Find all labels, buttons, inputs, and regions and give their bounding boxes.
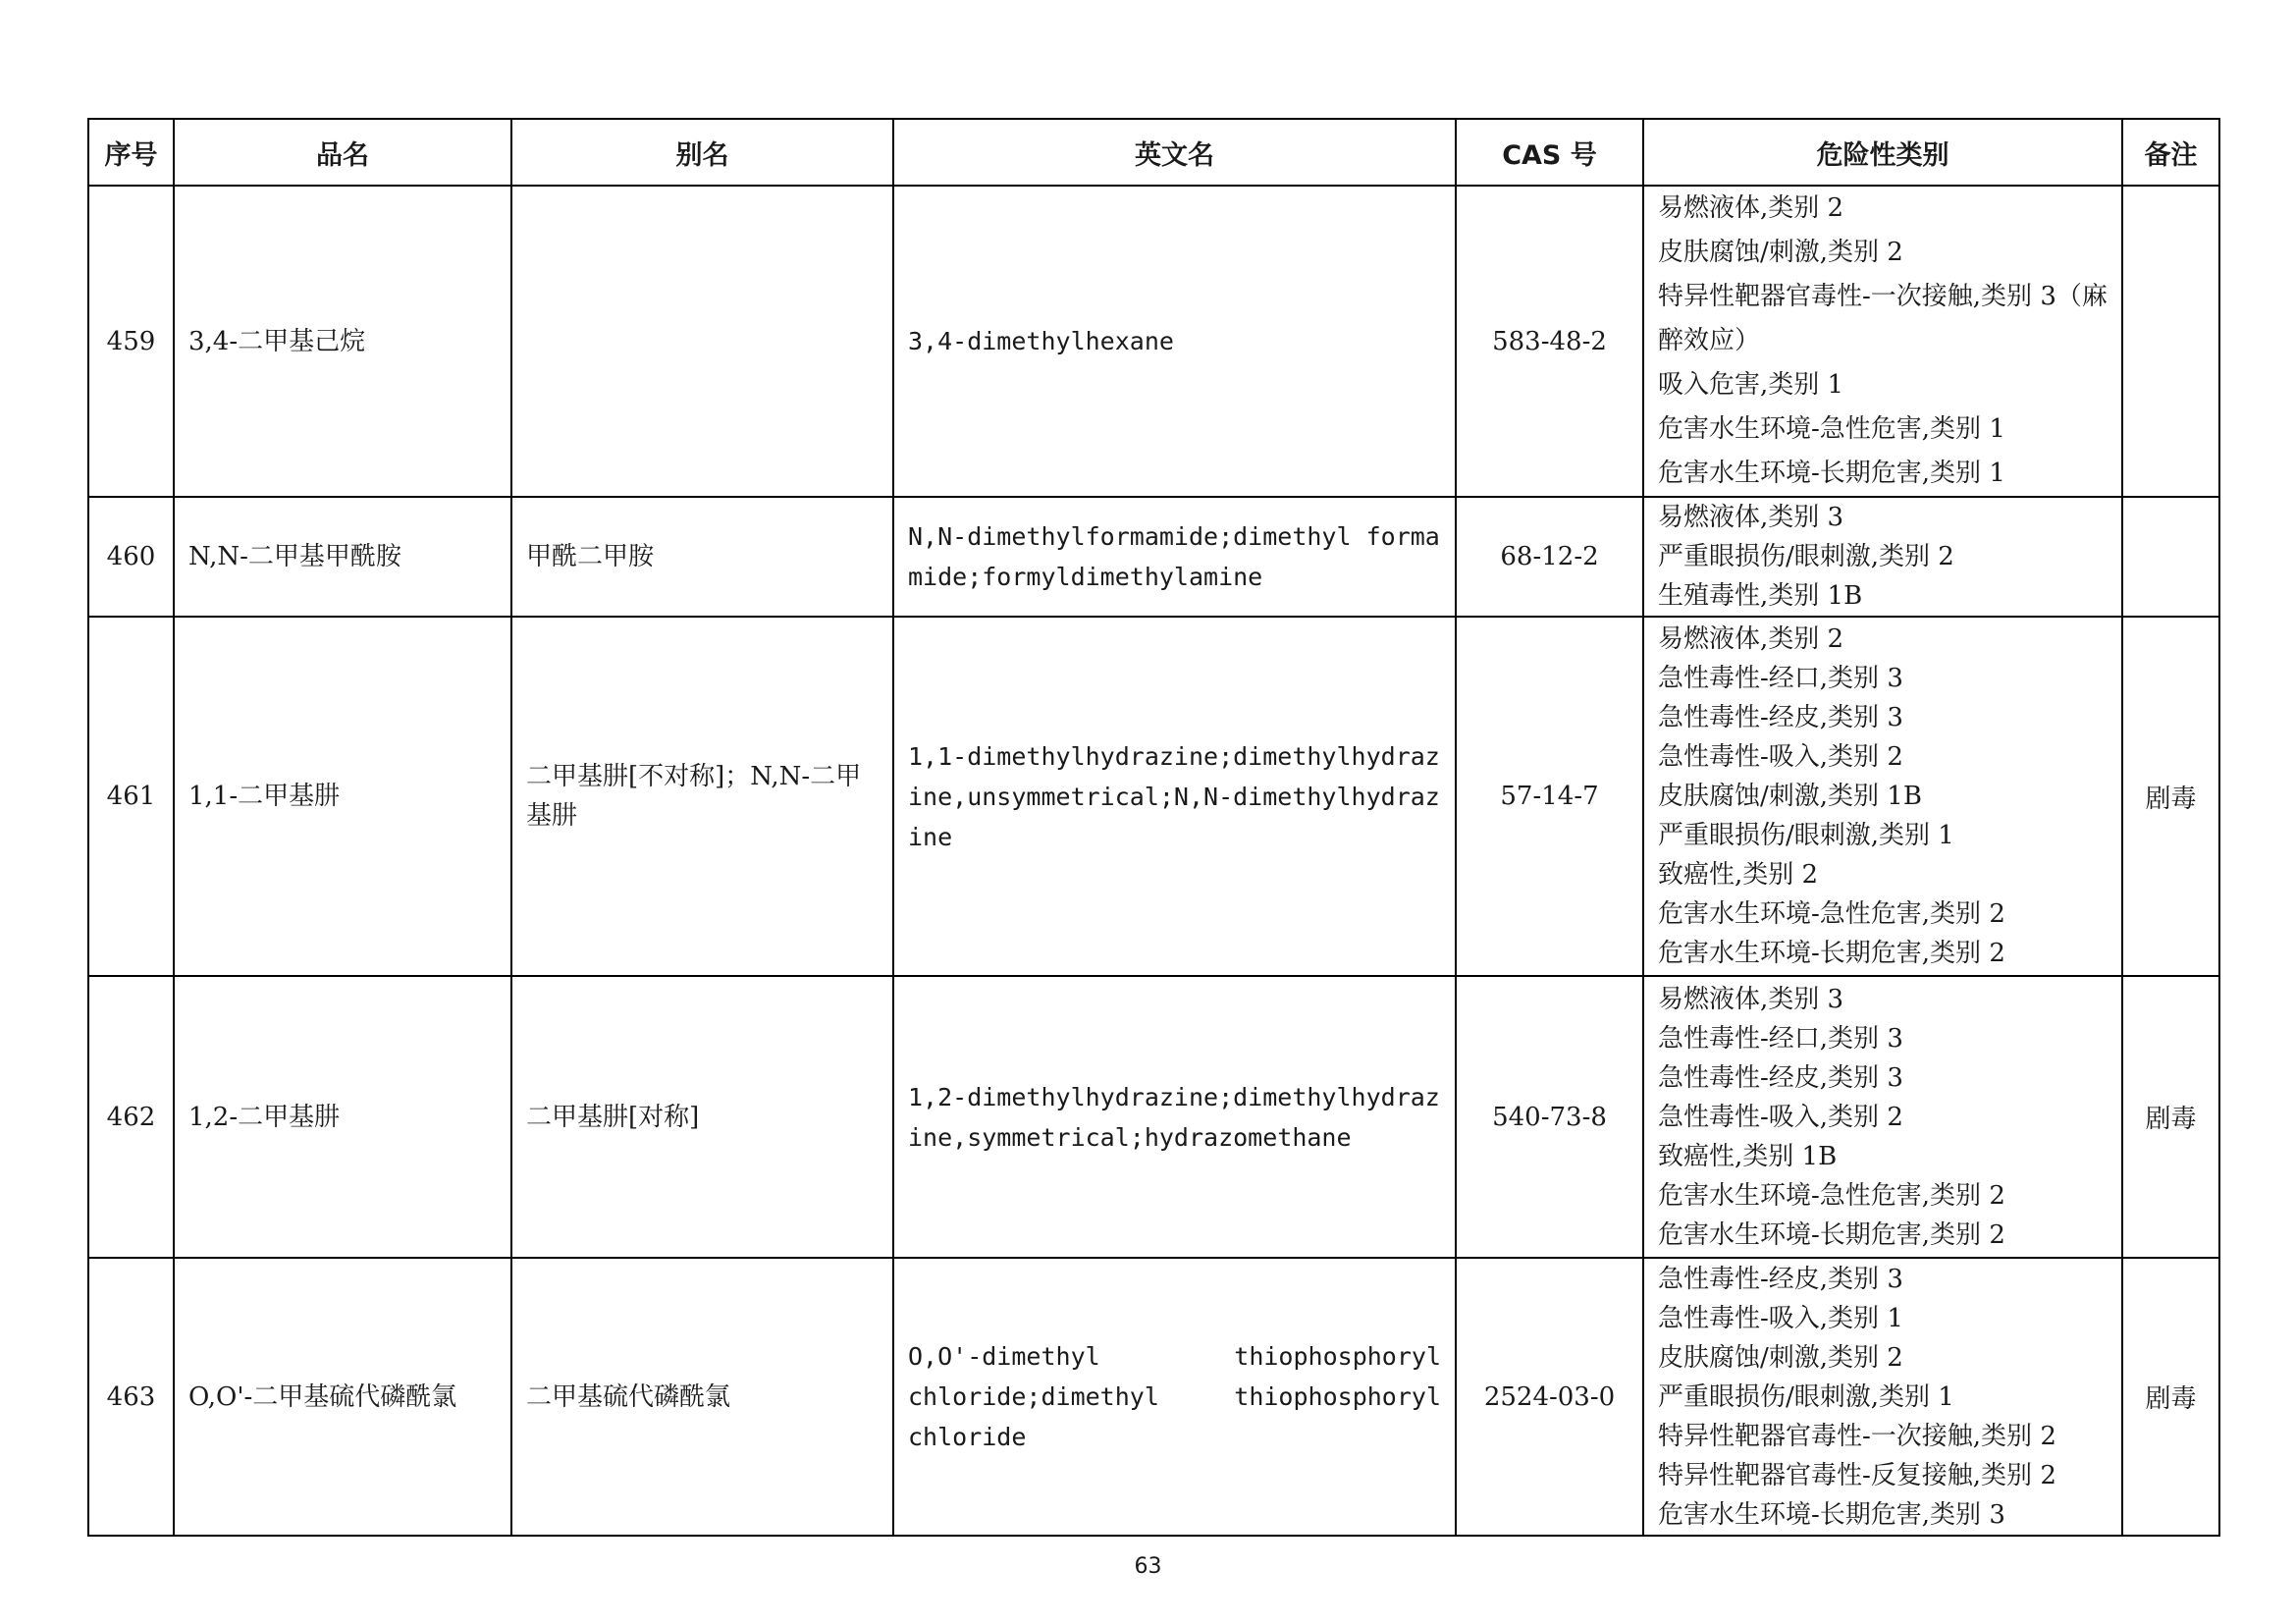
hazard-item: 危害水生环境-急性危害,类别 2 [1658, 1180, 2005, 1211]
header-note: 备注 [2122, 119, 2219, 186]
table-row [88, 186, 2219, 497]
hazard-item: 致癌性,类别 2 [1658, 860, 1819, 890]
hazard-item: 急性毒性-吸入,类别 1 [1658, 1303, 1903, 1333]
note [2122, 497, 2219, 617]
hazard-item: 危害水生环境-长期危害,类别 3 [1658, 1499, 2005, 1530]
row-number: 462 [88, 976, 174, 1258]
table-header-row [88, 119, 2219, 186]
page-number: 63 [1134, 1554, 1162, 1579]
table-row [88, 497, 2219, 617]
hazard-item: 易燃液体,类别 3 [1658, 503, 1844, 532]
note: 剧毒 [2122, 976, 2219, 1258]
hazard-item: 急性毒性-吸入,类别 2 [1658, 742, 1903, 772]
alias [511, 186, 893, 497]
cas-number: 540-73-8 [1456, 976, 1643, 1258]
cas-number: 2524-03-0 [1456, 1258, 1643, 1536]
product-name: 1,1-二甲基肼 [174, 617, 511, 976]
hazard-item: 急性毒性-经口,类别 3 [1658, 1023, 1903, 1054]
note: 剧毒 [2122, 617, 2219, 976]
hazard-list [1643, 186, 2122, 497]
hazard-item: 危害水生环境-长期危害,类别 1 [1658, 459, 2005, 488]
product-name: 1,2-二甲基肼 [174, 976, 511, 1258]
hazard-item: 特异性靶器官毒性-一次接触,类别 2 [1658, 1421, 2056, 1451]
product-name: O,O'-二甲基硫代磷酰氯 [174, 1258, 511, 1536]
english-name: 3,4-dimethylhexane [893, 186, 1456, 497]
table-row [88, 1258, 2219, 1536]
header-hazard: 危险性类别 [1643, 119, 2122, 186]
english-name: 1,1-dimethylhydrazine;dimethylhydrazine,unsymmetrical;N,N-dimethylhydrazine [893, 617, 1456, 976]
hazard-item: 严重眼损伤/眼刺激,类别 1 [1658, 1381, 1954, 1412]
hazard-list [1643, 497, 2122, 617]
hazard-item: 吸入危害,类别 1 [1658, 370, 1844, 400]
hazard-item: 急性毒性-经口,类别 3 [1658, 664, 1903, 693]
hazard-item: 致癌性,类别 1B [1658, 1141, 1838, 1171]
alias: 二甲基肼[不对称]；N,N-二甲基肼 [511, 617, 893, 976]
hazard-list [1643, 1258, 2122, 1536]
hazard-item: 严重眼损伤/眼刺激,类别 2 [1658, 542, 1954, 571]
hazard-item: 危害水生环境-急性危害,类别 2 [1658, 899, 2005, 929]
hazard-item: 急性毒性-经皮,类别 3 [1658, 1264, 1903, 1294]
header-name: 品名 [174, 119, 511, 186]
hazard-item: 危害水生环境-急性危害,类别 1 [1658, 414, 2005, 444]
alias: 二甲基硫代磷酰氯 [511, 1258, 893, 1536]
hazard-item: 易燃液体,类别 2 [1658, 624, 1844, 654]
alias: 甲酰二甲胺 [511, 497, 893, 617]
english-name: N,N-dimethylformamide;dimethyl formamide;formyldimethylamine [893, 497, 1456, 617]
row-number: 459 [88, 186, 174, 497]
hazard-list [1643, 976, 2122, 1258]
cas-number: 583-48-2 [1456, 186, 1643, 497]
hazard-item: 皮肤腐蚀/刺激,类别 1B [1658, 782, 1922, 811]
hazard-item: 严重眼损伤/眼刺激,类别 1 [1658, 821, 1954, 850]
row-number: 460 [88, 497, 174, 617]
alias: 二甲基肼[对称] [511, 976, 893, 1258]
hazard-item: 特异性靶器官毒性-反复接触,类别 2 [1658, 1460, 2056, 1490]
product-name: 3,4-二甲基己烷 [174, 186, 511, 497]
header-no: 序号 [88, 119, 174, 186]
english-name: 1,2-dimethylhydrazine;dimethylhydrazine,symmetrical;hydrazomethane [893, 976, 1456, 1258]
hazard-item: 危害水生环境-长期危害,类别 2 [1658, 1219, 2005, 1250]
cas-number: 57-14-7 [1456, 617, 1643, 976]
header-alias: 别名 [511, 119, 893, 186]
hazard-item: 易燃液体,类别 3 [1658, 984, 1844, 1014]
hazard-item: 危害水生环境-长期危害,类别 2 [1658, 939, 2005, 968]
hazard-item: 特异性靶器官毒性-一次接触,类别 3（麻醉效应） [1658, 282, 2108, 355]
product-name: N,N-二甲基甲酰胺 [174, 497, 511, 617]
english-name: O,O'-dimethyl thiophosphoryl chloride;dimethyl thiophosphoryl chloride [893, 1258, 1456, 1536]
hazard-item: 急性毒性-经皮,类别 3 [1658, 703, 1903, 732]
hazard-item: 生殖毒性,类别 1B [1658, 581, 1863, 611]
row-number: 463 [88, 1258, 174, 1536]
row-number: 461 [88, 617, 174, 976]
hazard-item: 易燃液体,类别 2 [1658, 193, 1844, 223]
chemical-table [87, 118, 2220, 1537]
hazard-item: 皮肤腐蚀/刺激,类别 2 [1658, 238, 1903, 267]
table-row [88, 617, 2219, 976]
table-row [88, 976, 2219, 1258]
hazard-item: 急性毒性-经皮,类别 3 [1658, 1062, 1903, 1093]
note: 剧毒 [2122, 1258, 2219, 1536]
hazard-list [1643, 617, 2122, 976]
hazard-item: 急性毒性-吸入,类别 2 [1658, 1102, 1903, 1132]
cas-number: 68-12-2 [1456, 497, 1643, 617]
note [2122, 186, 2219, 497]
header-cas: CAS 号 [1456, 119, 1643, 186]
hazard-item: 皮肤腐蚀/刺激,类别 2 [1658, 1342, 1903, 1373]
header-english: 英文名 [893, 119, 1456, 186]
